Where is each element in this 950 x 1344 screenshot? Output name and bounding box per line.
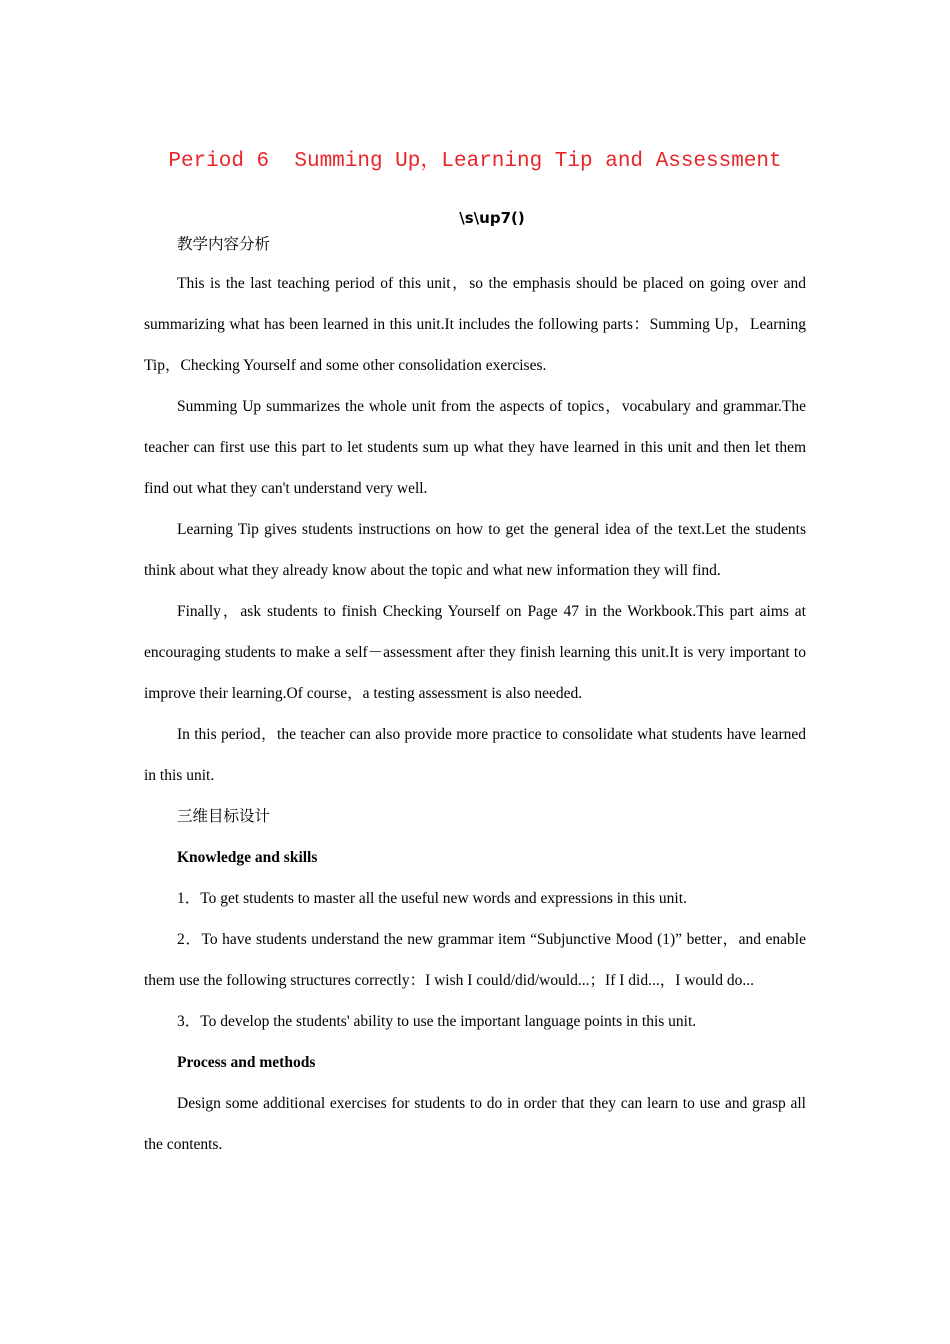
paragraph: Finally，ask students to finish Checking Yourself on Page 47 in the Workbook.This part aims at encouraging students to make a self－assessment after they finish learning this unit.It is very important to improve their learning.Of course，a testing assessment is also needed. (144, 603, 806, 702)
goal-item: 3．To develop the students' ability to use the important language points in this unit. (177, 1013, 697, 1030)
paragraph: Learning Tip gives students instructions on how to get the general idea of the text.Let the students think about what they already know about the topic and what new information they will find. (144, 521, 806, 579)
document-body (144, 230, 806, 1165)
paragraph: Design some additional exercises for students to do in order that they can learn to use and grasp all the contents. (144, 1095, 806, 1153)
section-heading-objectives: 三维目标设计 (177, 808, 271, 825)
goal-item: 1．To get students to master all the useful new words and expressions in this unit. (177, 890, 687, 907)
paragraph: This is the last teaching period of this unit，so the emphasis should be placed on going over and summarizing what has been learned in this unit.It includes the following parts：Summing Up，Learning Tip，Checking Yourself and some other consolidation exercises. (144, 275, 806, 374)
section-heading-content-analysis: 教学内容分析 (177, 236, 271, 253)
goal-item: 2．To have students understand the new grammar item “Subjunctive Mood (1)” better，and enable them use the following structures correctly：I wish I could/did/would...；If I did...，I would do... (144, 931, 806, 989)
field-code-text: \s\up7() (459, 209, 525, 227)
document-title: Period 6 Summing Up，Learning Tip and Assessment (168, 150, 782, 173)
paragraph: Summing Up summarizes the whole unit from the aspects of topics，vocabulary and grammar.The teacher can first use this part to let students sum up what they have learned in this unit and then let them find out what they can't understand very well. (144, 398, 806, 497)
paragraph: In this period，the teacher can also provide more practice to consolidate what students have learned in this unit. (144, 726, 806, 784)
knowledge-skills-heading: Knowledge and skills (177, 849, 318, 866)
process-methods-heading: Process and methods (177, 1054, 316, 1071)
